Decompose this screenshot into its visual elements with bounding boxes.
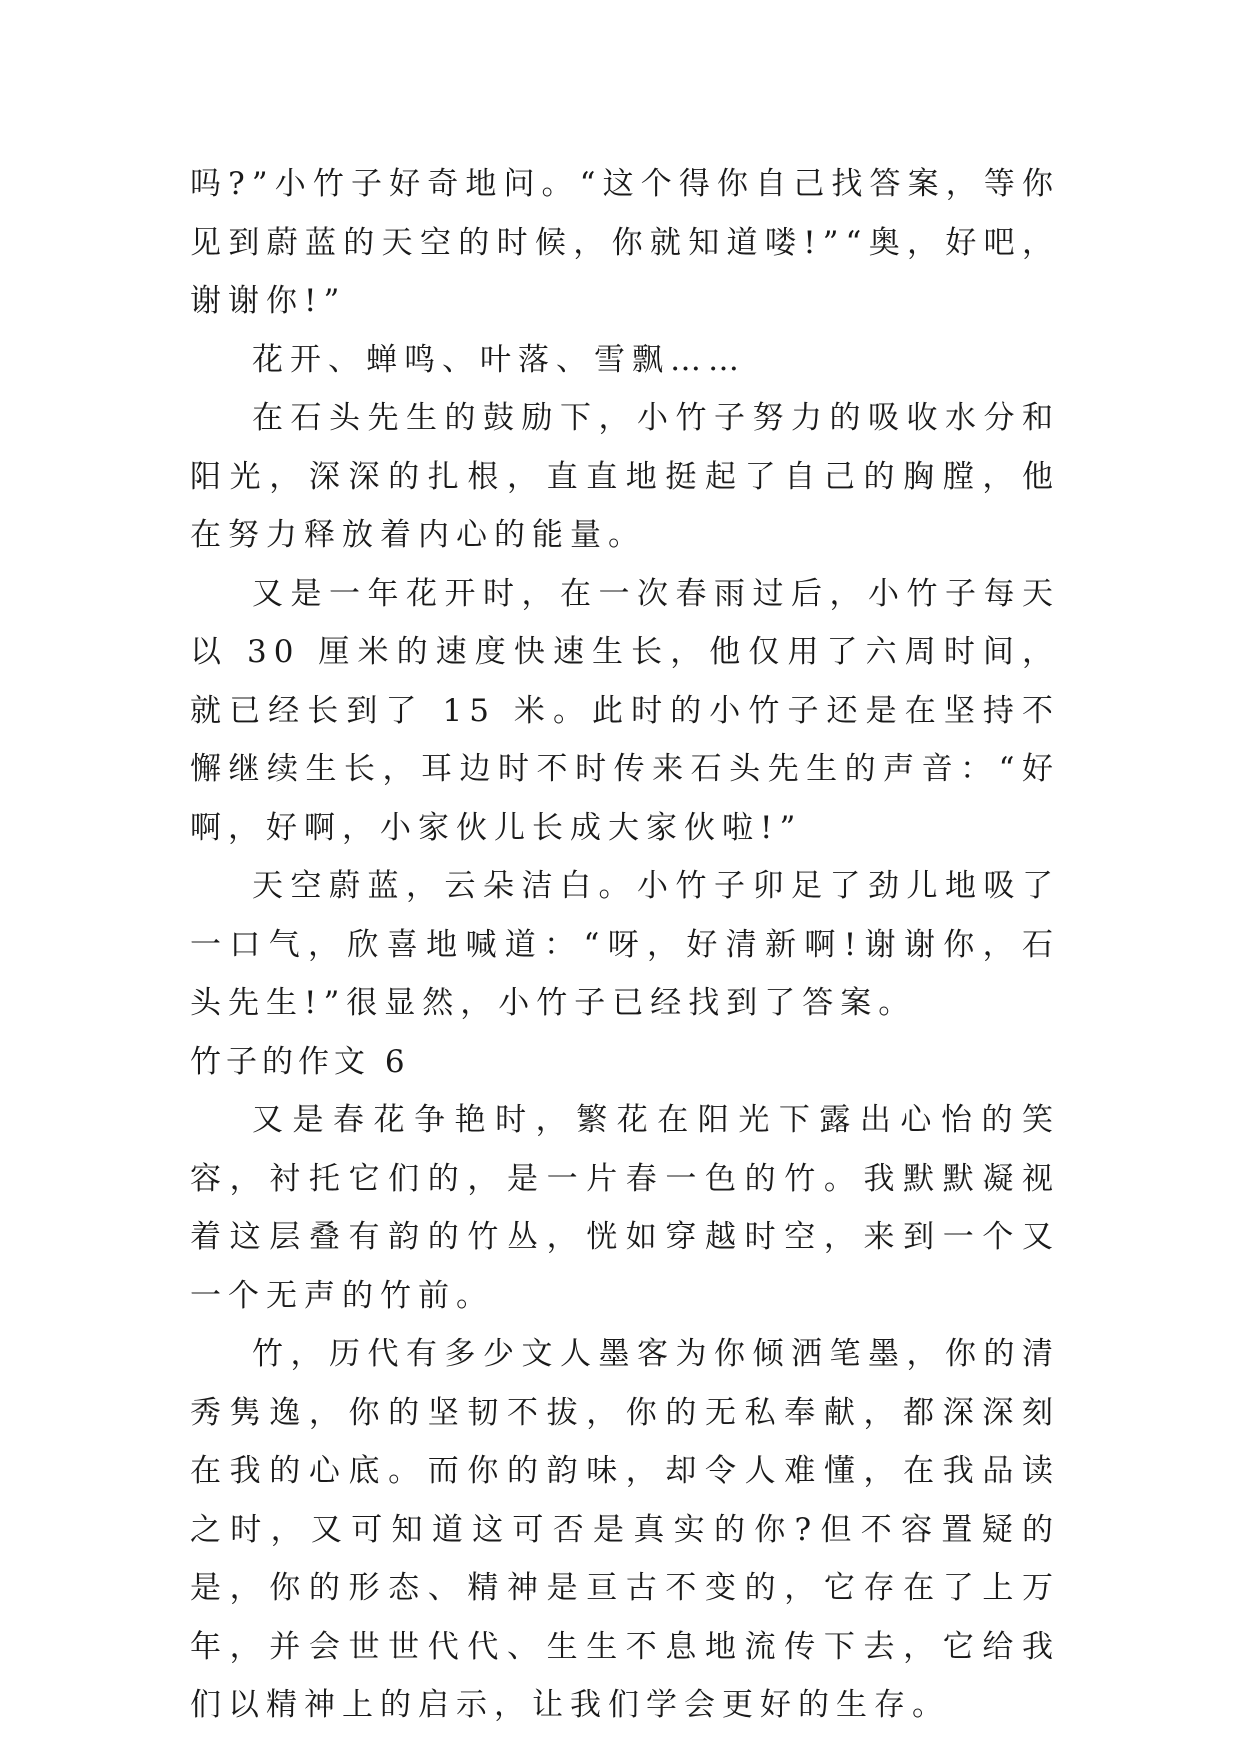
paragraph: 天空蔚蓝，云朵洁白。小竹子卯足了劲儿地吸了一口气，欣喜地喊道：“呀，好清新啊!谢谢你，石头先生!”很显然，小竹子已经找到了答案。	[190, 868, 1060, 1021]
document-body	[190, 155, 1060, 1735]
paragraph: 又是春花争艳时，繁花在阳光下露出心怡的笑容，衬托它们的，是一片春一色的竹。我默默凝视着这层叠有韵的竹丛，恍如穿越时空，来到一个又一个无声的竹前。	[190, 1102, 1060, 1314]
paragraph: 竹，历代有多少文人墨客为你倾洒笔墨，你的清秀隽逸，你的坚韧不拔，你的无私奉献，都深深刻在我的心底。而你的韵味，却令人难懂，在我品读之时，又可知道这可否是真实的你?但不容置疑的是，你的形态、精神是亘古不变的，它存在了上万年，并会世世代代、生生不息地流传下去，它给我们以精神上的启示，让我们学会更好的生存。	[190, 1336, 1060, 1723]
paragraph: 在石头先生的鼓励下，小竹子努力的吸收水分和阳光，深深的扎根，直直地挺起了自己的胸膛，他在努力释放着内心的能量。	[190, 400, 1060, 553]
section-heading: 竹子的作文 6	[190, 1043, 410, 1080]
paragraph: 吗?”小竹子好奇地问。“这个得你自己找答案，等你见到蔚蓝的天空的时候，你就知道喽!”“奥，好吧，谢谢你!”	[190, 166, 1060, 319]
paragraph: 又是一年花开时，在一次春雨过后，小竹子每天以 30 厘米的速度快速生长，他仅用了六周时间，就已经长到了 15 米。此时的小竹子还是在坚持不懈继续生长，耳边时不时传来石头先生的声音：“好啊，好啊，小家伙儿长成大家伙啦!”	[190, 575, 1060, 846]
paragraph: 花开、蝉鸣、叶落、雪飘……	[252, 341, 746, 378]
